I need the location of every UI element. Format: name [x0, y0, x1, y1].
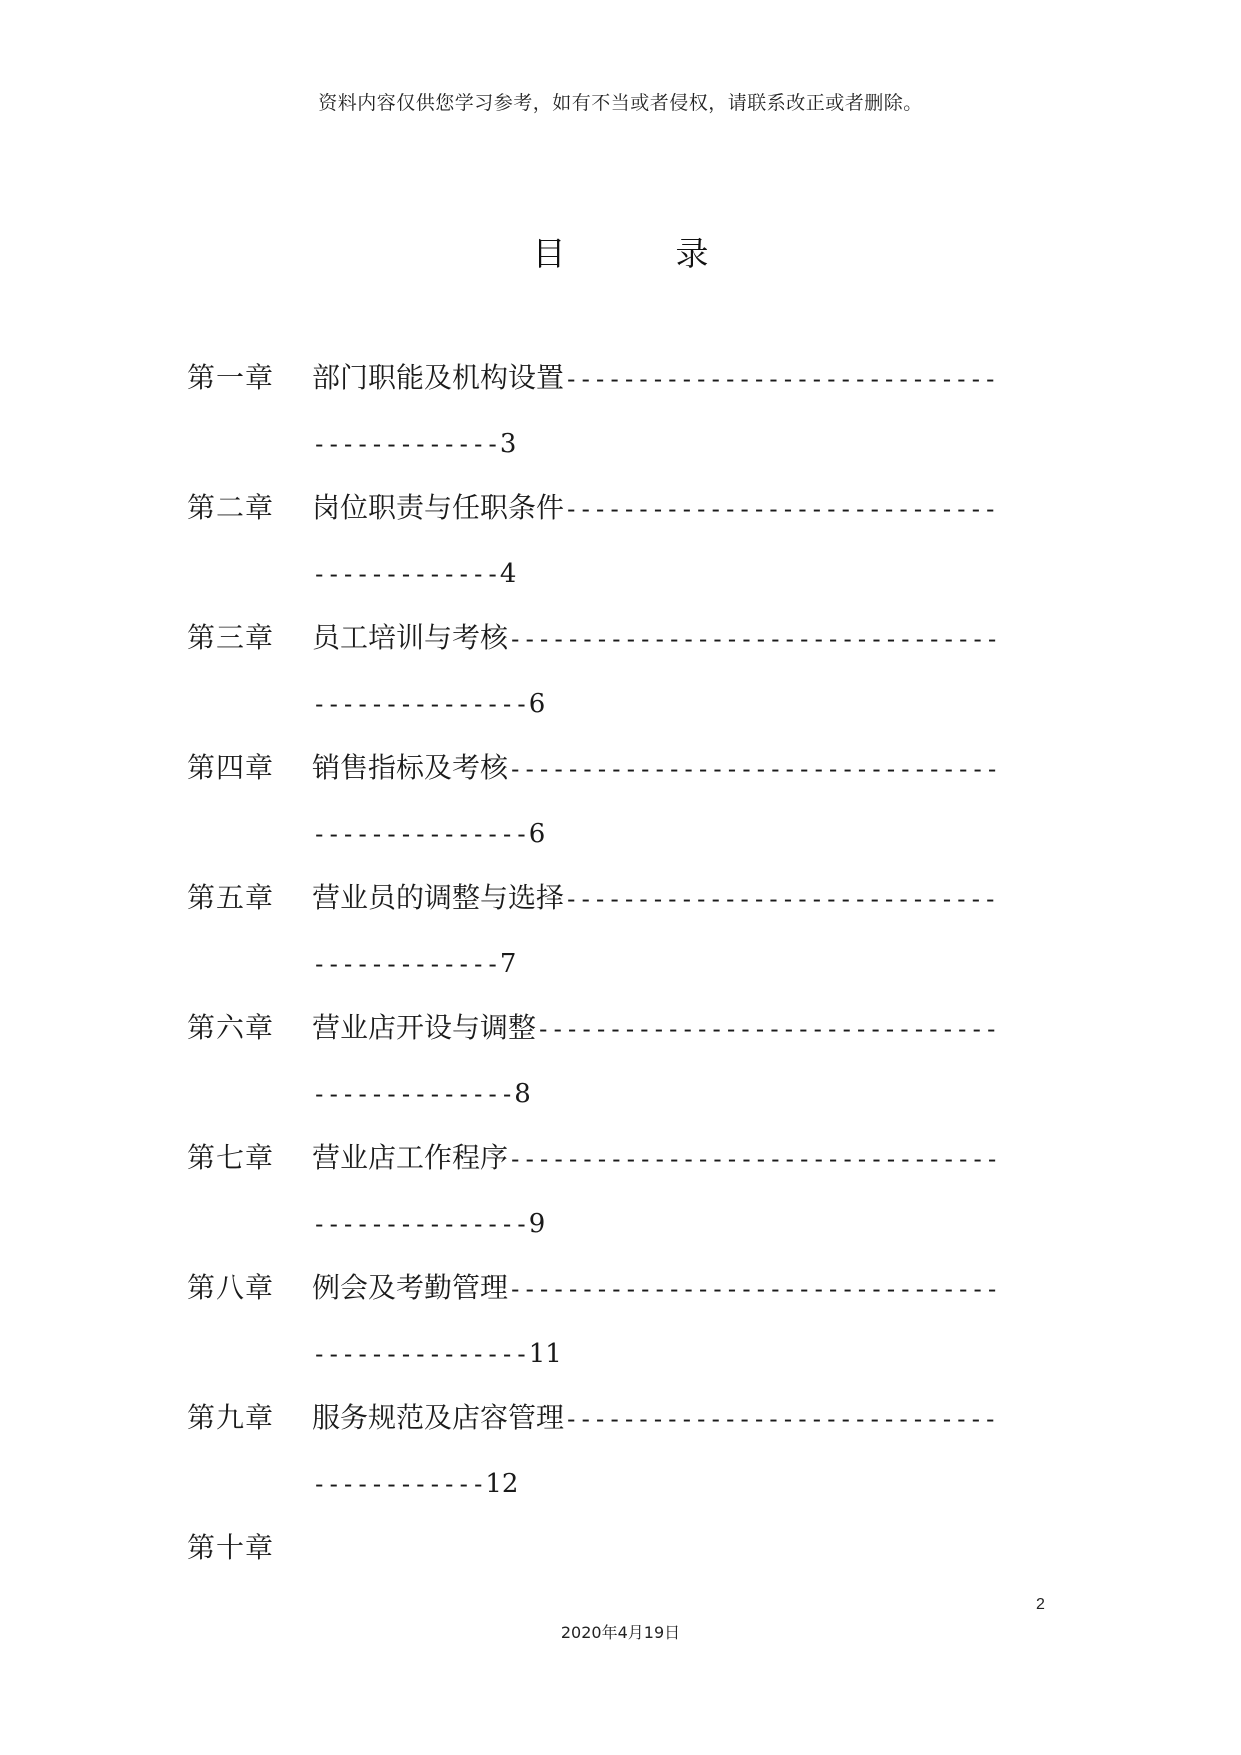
toc-line-2: [312, 943, 516, 984]
dot-leader: ------------------------------: [564, 885, 998, 913]
chapter-number: 第二章: [187, 491, 275, 524]
dot-leader: ----------------------------------: [508, 755, 1000, 783]
chapter-title: 部门职能及机构设置: [312, 361, 565, 394]
header-disclaimer: 资料内容仅供您学习参考，如有不当或者侵权，请联系改正或者删除。: [318, 92, 923, 114]
dot-leader: ----------------------------------: [508, 1145, 1000, 1173]
chapter-number: 第八章: [187, 1271, 275, 1304]
toc-entry[interactable]: [0, 1398, 1241, 1528]
dot-leader: --------------------------------: [536, 1015, 999, 1043]
toc-line-1: [312, 1398, 1049, 1438]
page-number: 7: [499, 949, 517, 979]
toc-entry[interactable]: [0, 878, 1241, 1008]
chapter-number: 第一章: [187, 361, 275, 394]
toc-line-1: [312, 1528, 1049, 1568]
toc-line-2: [312, 1203, 545, 1244]
chapter-number: 第九章: [187, 1401, 275, 1434]
toc-line-1: [312, 748, 1049, 788]
toc-entry[interactable]: [0, 618, 1241, 748]
dot-leader: ------------: [312, 1470, 486, 1498]
chapter-number: 第七章: [187, 1141, 275, 1174]
chapter-title: 例会及考勤管理: [312, 1271, 509, 1304]
toc-line-1: [312, 618, 1049, 658]
toc-entry[interactable]: [0, 748, 1241, 878]
dot-leader: --------------: [312, 1080, 515, 1108]
dot-leader: ---------------: [312, 820, 529, 848]
toc-entry[interactable]: [0, 1138, 1241, 1268]
table-of-contents: [0, 358, 1241, 1658]
toc-title-char-2: 录: [675, 234, 709, 273]
page-number: 6: [528, 819, 546, 849]
dot-leader: -------------: [312, 560, 500, 588]
dot-leader: ---------------: [312, 1210, 529, 1238]
page-number: 9: [528, 1209, 546, 1239]
toc-line-1: [312, 488, 1049, 528]
dot-leader: ------------------------------: [564, 1405, 998, 1433]
toc-line-2: [312, 1463, 518, 1504]
toc-line-2: [312, 423, 516, 464]
footer-date: 2020年4月19日: [560, 1623, 681, 1642]
chapter-title: 营业店工作程序: [312, 1141, 509, 1174]
toc-entry[interactable]: [0, 488, 1241, 618]
chapter-number: 第四章: [187, 751, 275, 784]
chapter-title: 营业店开设与调整: [312, 1011, 537, 1044]
toc-title: [0, 228, 1241, 275]
toc-line-2: [312, 813, 545, 854]
toc-line-1: [312, 1268, 1049, 1308]
chapter-title: 营业员的调整与选择: [312, 881, 565, 914]
page-number: 11: [528, 1339, 562, 1369]
toc-title-char-1: 目: [532, 234, 566, 273]
page-number: 8: [514, 1079, 531, 1109]
toc-line-2: [312, 1333, 562, 1374]
toc-entry[interactable]: [0, 1008, 1241, 1138]
dot-leader: -------------: [312, 950, 500, 978]
dot-leader: ------------------------------: [564, 495, 998, 523]
chapter-number: 第三章: [187, 621, 275, 654]
chapter-title: 员工培训与考核: [312, 621, 509, 654]
dot-leader: -------------: [312, 430, 500, 458]
dot-leader: ---------------: [312, 1340, 529, 1368]
page-number: 12: [485, 1469, 519, 1499]
page-number: 3: [499, 429, 517, 459]
page-number: 6: [528, 689, 546, 719]
dot-leader: ---------------: [312, 690, 529, 718]
toc-entry[interactable]: [0, 1268, 1241, 1398]
chapter-title: 岗位职责与任职条件: [312, 491, 565, 524]
page-number: 4: [499, 559, 517, 589]
toc-line-2: [312, 683, 545, 724]
chapter-number: 第六章: [187, 1011, 275, 1044]
footer-page-number: 2: [1036, 1596, 1045, 1613]
toc-line-1: [312, 1008, 1049, 1048]
toc-line-1: [312, 358, 1049, 398]
dot-leader: ----------------------------------: [508, 1275, 1000, 1303]
dot-leader: ------------------------------: [564, 365, 998, 393]
toc-line-1: [312, 878, 1049, 918]
chapter-title: 服务规范及店容管理: [312, 1401, 565, 1434]
toc-line-2: [312, 1073, 531, 1114]
chapter-title: 销售指标及考核: [312, 751, 509, 784]
dot-leader: ----------------------------------: [508, 625, 1000, 653]
toc-line-1: [312, 1138, 1049, 1178]
chapter-number: 第十章: [187, 1531, 275, 1564]
chapter-number: 第五章: [187, 881, 275, 914]
toc-line-2: [312, 553, 516, 594]
toc-entry[interactable]: [0, 358, 1241, 488]
